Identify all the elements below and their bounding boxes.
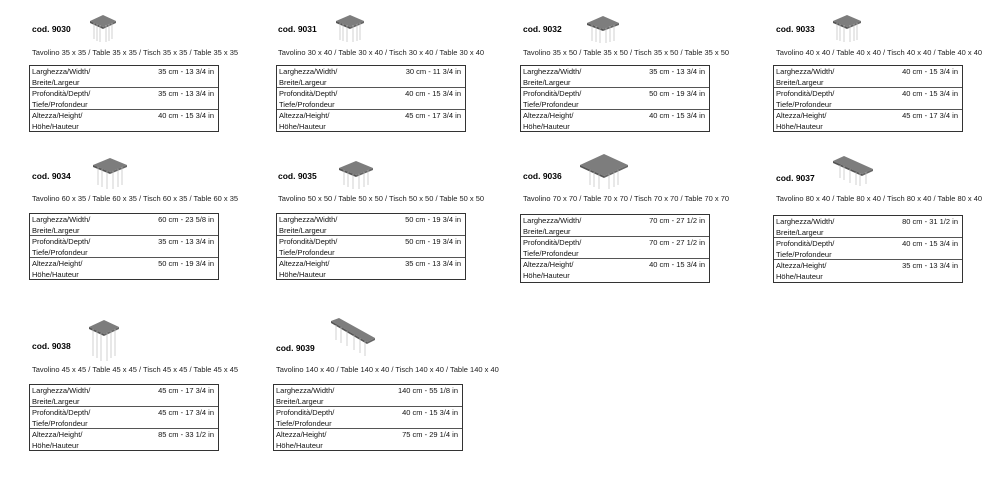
height-label: Altezza/Height/ Höhe/Hauteur bbox=[32, 111, 83, 131]
depth-value: 70 cm - 27 1/2 in bbox=[649, 238, 705, 247]
height-value: 40 cm - 15 3/4 in bbox=[649, 260, 705, 269]
width-label: Larghezza/Width/ Breite/Largeur bbox=[523, 67, 582, 87]
spec-row-width bbox=[521, 66, 709, 88]
depth-value: 45 cm - 17 3/4 in bbox=[158, 408, 214, 417]
table-thumbnail bbox=[584, 13, 622, 45]
depth-label: Profondità/Depth/ Tiefe/Profondeur bbox=[279, 89, 338, 109]
spec-row-depth bbox=[774, 88, 962, 110]
width-label: Larghezza/Width/ Breite/Largeur bbox=[32, 386, 91, 406]
spec-row-height bbox=[30, 258, 218, 280]
depth-value: 50 cm - 19 3/4 in bbox=[405, 237, 461, 246]
width-value: 60 cm - 23 5/8 in bbox=[158, 215, 214, 224]
width-value: 80 cm - 31 1/2 in bbox=[902, 217, 958, 226]
height-label: Altezza/Height/ Höhe/Hauteur bbox=[32, 259, 83, 279]
width-label: Larghezza/Width/ Breite/Largeur bbox=[776, 67, 835, 87]
spec-row-height bbox=[277, 110, 465, 132]
spec-row-height bbox=[521, 259, 709, 281]
width-value: 70 cm - 27 1/2 in bbox=[649, 216, 705, 225]
spec-table bbox=[520, 214, 710, 283]
table-thumbnail bbox=[90, 155, 130, 191]
product-title: Tavolino 35 x 50 / Table 35 x 50 / Tisch 35 x 50 / Table 35 x 50 bbox=[523, 48, 730, 57]
spec-table bbox=[773, 65, 963, 132]
product-code: cod. 9034 bbox=[32, 171, 71, 181]
height-value: 35 cm - 13 3/4 in bbox=[405, 259, 461, 268]
table-thumbnail bbox=[86, 318, 122, 364]
width-value: 35 cm - 13 3/4 in bbox=[649, 67, 705, 76]
spec-row-width bbox=[30, 385, 218, 407]
height-label: Altezza/Height/ Höhe/Hauteur bbox=[276, 430, 327, 450]
width-value: 40 cm - 15 3/4 in bbox=[902, 67, 958, 76]
width-value: 140 cm - 55 1/8 in bbox=[397, 386, 458, 395]
spec-row-depth bbox=[521, 237, 709, 259]
spec-row-height bbox=[774, 260, 962, 282]
spec-row-depth bbox=[277, 236, 465, 258]
width-label: Larghezza/Width/ Breite/Largeur bbox=[32, 67, 91, 87]
spec-row-height bbox=[277, 258, 465, 280]
width-label: Larghezza/Width/ Breite/Largeur bbox=[32, 215, 91, 235]
width-label: Larghezza/Width/ Breite/Largeur bbox=[523, 216, 582, 236]
spec-row-height bbox=[774, 110, 962, 132]
product-title: Tavolino 70 x 70 / Table 70 x 70 / Tisch 70 x 70 / Table 70 x 70 bbox=[523, 194, 730, 203]
table-thumbnail bbox=[829, 12, 865, 44]
spec-table bbox=[276, 213, 466, 280]
height-value: 50 cm - 19 3/4 in bbox=[158, 259, 214, 268]
height-label: Altezza/Height/ Höhe/Hauteur bbox=[776, 261, 827, 281]
spec-row-depth bbox=[30, 236, 218, 258]
height-label: Altezza/Height/ Höhe/Hauteur bbox=[523, 111, 574, 131]
depth-label: Profondità/Depth/ Tiefe/Profondeur bbox=[776, 89, 835, 109]
width-value: 50 cm - 19 3/4 in bbox=[405, 215, 461, 224]
spec-table bbox=[773, 215, 963, 283]
spec-table bbox=[276, 65, 466, 132]
height-label: Altezza/Height/ Höhe/Hauteur bbox=[776, 111, 827, 131]
spec-row-height bbox=[274, 429, 462, 451]
width-value: 35 cm - 13 3/4 in bbox=[158, 67, 214, 76]
depth-label: Profondità/Depth/ Tiefe/Profondeur bbox=[32, 89, 91, 109]
height-value: 35 cm - 13 3/4 in bbox=[902, 261, 958, 270]
height-value: 45 cm - 17 3/4 in bbox=[902, 111, 958, 120]
spec-row-width bbox=[277, 66, 465, 88]
product-code: cod. 9037 bbox=[776, 173, 815, 183]
spec-row-width bbox=[30, 214, 218, 236]
depth-value: 50 cm - 19 3/4 in bbox=[649, 89, 705, 98]
height-label: Altezza/Height/ Höhe/Hauteur bbox=[279, 111, 330, 131]
width-label: Larghezza/Width/ Breite/Largeur bbox=[776, 217, 835, 237]
depth-value: 40 cm - 15 3/4 in bbox=[402, 408, 458, 417]
height-value: 75 cm - 29 1/4 in bbox=[402, 430, 458, 439]
spec-row-width bbox=[30, 66, 218, 88]
height-value: 45 cm - 17 3/4 in bbox=[405, 111, 461, 120]
table-thumbnail bbox=[332, 12, 368, 44]
table-thumbnail bbox=[830, 154, 876, 188]
product-title: Tavolino 80 x 40 / Table 80 x 40 / Tisch 80 x 40 / Table 80 x 40 bbox=[776, 194, 983, 203]
spec-row-depth bbox=[277, 88, 465, 110]
spec-table bbox=[273, 384, 463, 451]
height-label: Altezza/Height/ Höhe/Hauteur bbox=[279, 259, 330, 279]
product-code: cod. 9035 bbox=[278, 171, 317, 181]
width-label: Larghezza/Width/ Breite/Largeur bbox=[276, 386, 335, 406]
depth-value: 35 cm - 13 3/4 in bbox=[158, 237, 214, 246]
width-label: Larghezza/Width/ Breite/Largeur bbox=[279, 67, 338, 87]
spec-table bbox=[520, 65, 710, 132]
product-title: Tavolino 50 x 50 / Table 50 x 50 / Tisch 50 x 50 / Table 50 x 50 bbox=[278, 194, 485, 203]
product-title: Tavolino 60 x 35 / Table 60 x 35 / Tisch 60 x 35 / Table 60 x 35 bbox=[32, 194, 239, 203]
spec-table bbox=[29, 213, 219, 280]
width-label: Larghezza/Width/ Breite/Largeur bbox=[279, 215, 338, 235]
table-thumbnail bbox=[336, 158, 376, 192]
product-code: cod. 9032 bbox=[523, 24, 562, 34]
spec-row-width bbox=[274, 385, 462, 407]
spec-row-width bbox=[277, 214, 465, 236]
depth-label: Profondità/Depth/ Tiefe/Profondeur bbox=[523, 238, 582, 258]
spec-row-depth bbox=[274, 407, 462, 429]
product-title: Tavolino 30 x 40 / Table 30 x 40 / Tisch 30 x 40 / Table 30 x 40 bbox=[278, 48, 485, 57]
width-value: 30 cm - 11 3/4 in bbox=[405, 67, 461, 76]
depth-label: Profondità/Depth/ Tiefe/Profondeur bbox=[776, 239, 835, 259]
depth-value: 40 cm - 15 3/4 in bbox=[902, 89, 958, 98]
product-code: cod. 9031 bbox=[278, 24, 317, 34]
spec-row-height bbox=[30, 110, 218, 132]
depth-label: Profondità/Depth/ Tiefe/Profondeur bbox=[276, 408, 335, 428]
product-code: cod. 9030 bbox=[32, 24, 71, 34]
spec-row-width bbox=[774, 66, 962, 88]
depth-value: 40 cm - 15 3/4 in bbox=[902, 239, 958, 248]
spec-table bbox=[29, 384, 219, 451]
table-thumbnail bbox=[86, 12, 120, 44]
product-title: Tavolino 40 x 40 / Table 40 x 40 / Tisch 40 x 40 / Table 40 x 40 bbox=[776, 48, 983, 57]
width-value: 45 cm - 17 3/4 in bbox=[158, 386, 214, 395]
depth-value: 40 cm - 15 3/4 in bbox=[405, 89, 461, 98]
spec-row-depth bbox=[30, 407, 218, 429]
product-title: Tavolino 140 x 40 / Table 140 x 40 / Tisch 140 x 40 / Table 140 x 40 bbox=[276, 365, 499, 374]
product-code: cod. 9036 bbox=[523, 171, 562, 181]
spec-row-width bbox=[521, 215, 709, 237]
height-label: Altezza/Height/ Höhe/Hauteur bbox=[32, 430, 83, 450]
table-thumbnail bbox=[578, 152, 630, 192]
spec-row-depth bbox=[774, 238, 962, 260]
depth-label: Profondità/Depth/ Tiefe/Profondeur bbox=[523, 89, 582, 109]
height-value: 85 cm - 33 1/2 in bbox=[158, 430, 214, 439]
product-code: cod. 9039 bbox=[276, 343, 315, 353]
product-title: Tavolino 45 x 45 / Table 45 x 45 / Tisch 45 x 45 / Table 45 x 45 bbox=[32, 365, 239, 374]
spec-row-width bbox=[774, 216, 962, 238]
spec-row-depth bbox=[30, 88, 218, 110]
depth-label: Profondità/Depth/ Tiefe/Profondeur bbox=[279, 237, 338, 257]
height-value: 40 cm - 15 3/4 in bbox=[158, 111, 214, 120]
depth-label: Profondità/Depth/ Tiefe/Profondeur bbox=[32, 408, 91, 428]
height-label: Altezza/Height/ Höhe/Hauteur bbox=[523, 260, 574, 280]
spec-table bbox=[29, 65, 219, 132]
product-title: Tavolino 35 x 35 / Table 35 x 35 / Tisch 35 x 35 / Table 35 x 35 bbox=[32, 48, 239, 57]
height-value: 40 cm - 15 3/4 in bbox=[649, 111, 705, 120]
spec-row-height bbox=[30, 429, 218, 451]
spec-row-height bbox=[521, 110, 709, 132]
product-code: cod. 9033 bbox=[776, 24, 815, 34]
spec-row-depth bbox=[521, 88, 709, 110]
depth-value: 35 cm - 13 3/4 in bbox=[158, 89, 214, 98]
product-code: cod. 9038 bbox=[32, 341, 71, 351]
table-thumbnail bbox=[328, 316, 378, 358]
depth-label: Profondità/Depth/ Tiefe/Profondeur bbox=[32, 237, 91, 257]
